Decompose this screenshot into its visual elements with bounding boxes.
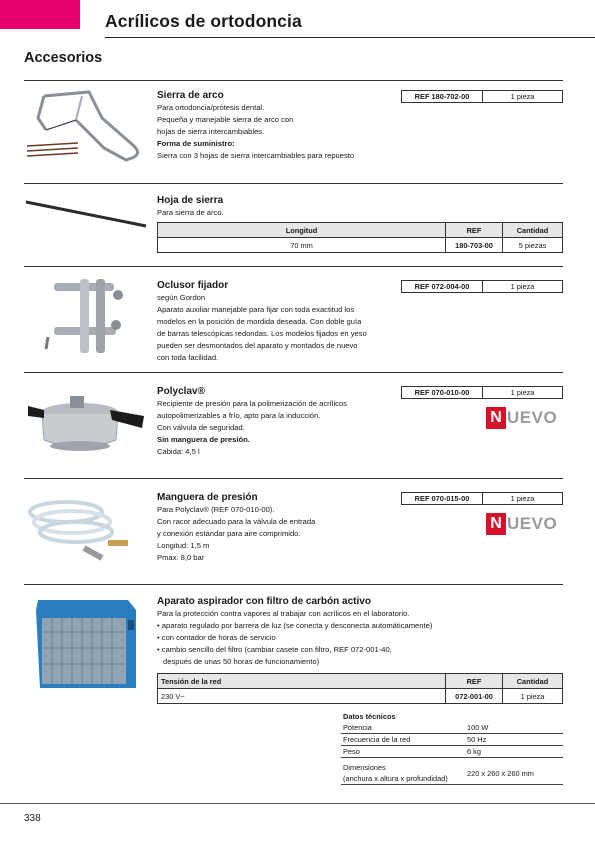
col-header: Longitud — [158, 223, 446, 238]
cell: 1 pieza — [503, 689, 563, 704]
product-feature: • cambio sencillo del filtro (cambiar casete con filtro, REF 072-001-40, — [157, 645, 392, 654]
product-capacity: Cabida: 4,5 l — [157, 447, 200, 456]
ref-box — [401, 386, 563, 399]
product-desc: pueden ser desmontados del aparato y montados de nuevo — [157, 341, 358, 350]
cell: 5 piezas — [503, 238, 563, 253]
blade-table — [157, 222, 563, 253]
divider — [24, 80, 563, 81]
tech-value: 100 W — [465, 722, 563, 734]
tech-row — [341, 722, 563, 734]
col-header: Tensión de la red — [158, 674, 446, 689]
bow-saw-image — [24, 88, 150, 170]
product-desc: Para la protección contra vapores al trabajar con acrílicos en el laboratorio. — [157, 609, 410, 618]
cell: 180-703-00 — [446, 238, 503, 253]
product-desc: Pequeña y manejable sierra de arco con — [157, 115, 294, 124]
quantity: 1 pieza — [510, 388, 535, 397]
product-desc: Para Polyclav® (REF 070-010-00). — [157, 505, 275, 514]
product-desc: Longitud: 1,5 m — [157, 541, 210, 550]
product-name: Manguera de presión — [157, 492, 258, 503]
divider — [24, 183, 563, 184]
product-desc: de barras telescópicas redondas. Los modelos fijados en yeso — [157, 329, 367, 338]
tech-row — [341, 746, 563, 758]
dimensions-label: Dimensiones — [343, 763, 386, 772]
tech-label: Potencia — [341, 722, 465, 734]
tech-value: 6 kg — [465, 746, 563, 758]
product-name: Oclusor fijador — [157, 280, 229, 291]
quantity: 1 pieza — [510, 282, 535, 291]
extractor-image — [32, 592, 140, 692]
title-divider — [105, 37, 595, 38]
product-name: Aparato aspirador con filtro de carbón activo — [157, 596, 371, 607]
supply-text: Sierra con 3 hojas de sierra intercambiables para repuesto — [157, 151, 355, 160]
product-name: Sierra de arco — [157, 90, 224, 101]
product-desc: Con racor adecuado para la válvula de entrada — [157, 517, 316, 526]
product-name: Polyclav® — [157, 386, 205, 397]
nuevo-badge — [486, 513, 563, 535]
dimensions-note: (anchura x altura x profundidad) — [343, 774, 448, 783]
ref-number: REF 072-004-00 — [402, 281, 483, 292]
product-feature: • aparato regulado por barrera de luz (se conecta y desconecta automáticamente) — [157, 621, 433, 630]
ref-box — [401, 492, 563, 505]
product-note: Sin manguera de presión. — [157, 435, 250, 444]
quantity: 1 pieza — [510, 494, 535, 503]
table-row — [158, 689, 563, 704]
divider — [24, 584, 563, 585]
table-row — [158, 238, 563, 253]
articulator-image — [40, 275, 140, 361]
quantity: 1 pieza — [510, 92, 535, 101]
badge-letter: N — [486, 407, 506, 429]
badge-text: UEVO — [507, 514, 558, 533]
section-color-tab — [0, 0, 80, 29]
page-number: 338 — [24, 813, 41, 824]
tech-row — [341, 758, 563, 785]
tech-value: 220 x 260 x 260 mm — [465, 758, 563, 785]
col-header: Cantidad — [503, 223, 563, 238]
col-header: Cantidad — [503, 674, 563, 689]
product-desc: Con válvula de seguridad. — [157, 423, 245, 432]
product-feature: después de unas 50 horas de funcionamiento) — [163, 657, 320, 666]
tech-value: 50 Hz — [465, 734, 563, 746]
tech-label: Peso — [341, 746, 465, 758]
ref-number: REF 070-010-00 — [402, 387, 483, 398]
product-feature: • con contador de horas de servicio — [157, 633, 276, 642]
tech-label: Frecuencia de la red — [341, 734, 465, 746]
badge-letter: N — [486, 513, 506, 535]
ref-box — [401, 90, 563, 103]
product-desc: Para ortodoncia/prótesis dental. — [157, 103, 265, 112]
product-desc: autopolimerizables a frío, apto para la inducción. — [157, 411, 321, 420]
product-hoja-de-sierra — [157, 194, 563, 219]
divider — [24, 478, 563, 479]
product-desc: con toda facilidad. — [157, 353, 219, 362]
product-name: Hoja de sierra — [157, 195, 224, 206]
product-desc: Para sierra de arco. — [157, 208, 224, 217]
product-desc: Recipiente de presión para la polimerización de acrílicos — [157, 399, 347, 408]
tech-title: Datos técnicos — [343, 712, 396, 721]
footer-divider — [0, 803, 595, 804]
tech-label — [341, 758, 465, 785]
ref-number: REF 070-015-00 — [402, 493, 483, 504]
divider — [24, 266, 563, 267]
page-title: Acrílicos de ortodoncia — [105, 11, 302, 31]
col-header: REF — [446, 223, 503, 238]
product-aspirador — [157, 595, 563, 668]
ref-box — [401, 280, 563, 293]
badge-text: UEVO — [507, 408, 558, 427]
cell: 072-001-00 — [446, 689, 503, 704]
col-header: REF — [446, 674, 503, 689]
product-desc: hojas de sierra intercambiables. — [157, 127, 265, 136]
pressure-hose-image — [24, 486, 136, 570]
supply-label: Forma de suministro: — [157, 139, 235, 148]
saw-blade-image — [22, 196, 150, 236]
section-title: Accesorios — [24, 50, 103, 66]
tech-data-table — [341, 711, 563, 785]
product-desc: y conexión estándar para aire comprimido. — [157, 529, 301, 538]
product-desc: Pmax: 8,0 bar — [157, 553, 205, 562]
ref-number: REF 180-702-00 — [402, 91, 483, 102]
cell: 70 mm — [158, 238, 446, 253]
nuevo-badge — [486, 407, 563, 429]
tech-row — [341, 734, 563, 746]
product-desc: modelos en la posición de mordida deseada. Con doble guía — [157, 317, 362, 326]
product-desc: según Gordon — [157, 293, 206, 302]
extractor-table — [157, 673, 563, 704]
product-desc: Aparato auxiliar manejable para fijar con toda exactitud los — [157, 305, 355, 314]
cell: 230 V~ — [158, 689, 446, 704]
pressure-pot-image — [22, 372, 148, 464]
